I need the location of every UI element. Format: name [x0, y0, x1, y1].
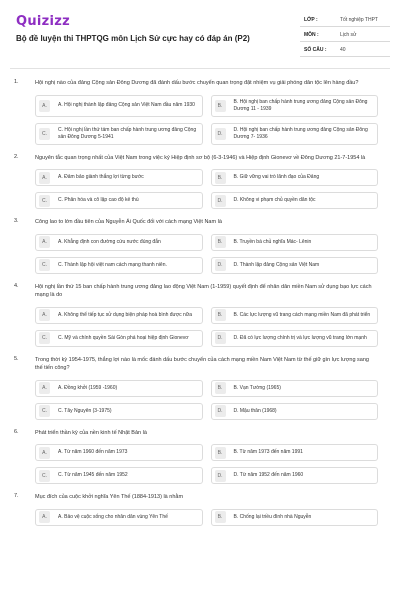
option-text: D. Từ năm 1952 đến năm 1960 — [233, 472, 304, 478]
option-letter: D. — [215, 405, 226, 417]
option-letter: A. — [39, 309, 50, 321]
answer-option-a[interactable] — [35, 234, 203, 251]
question-number: 5. — [14, 355, 19, 362]
option-text: D. Thành lập đảng Cộng sản Việt Nam — [233, 261, 320, 268]
option-letter: B. — [215, 236, 226, 248]
option-text: A. Bảo vệ cuộc sống cho nhân dân vùng Yên Thế — [58, 513, 168, 520]
question-number: 1. — [14, 79, 19, 85]
option-letter: B. — [215, 382, 226, 394]
option-text: B. Chống lại triều đình nhà Nguyễn — [233, 513, 312, 520]
option-text: A. Hội nghị thành lập đảng Cộng sản Việt Nam đầu năm 1930 — [58, 102, 195, 108]
question-text: Công lao to lớn đầu tiên của Nguyễn Ái Quốc đối với cách mạng Việt Nam là — [35, 219, 222, 225]
answer-options — [35, 444, 378, 484]
meta-row-subject — [300, 27, 390, 42]
option-letter: D. — [215, 332, 226, 344]
meta-value: 40 — [340, 47, 346, 53]
answer-option-b[interactable] — [211, 95, 379, 117]
answer-option-c[interactable] — [35, 467, 203, 484]
meta-label: MÔN : — [304, 32, 319, 38]
answer-option-c[interactable] — [35, 330, 203, 347]
meta-row-question-count — [300, 42, 390, 57]
answer-option-d[interactable] — [211, 192, 379, 209]
option-text: D. Không vi phạm chủ quyền dân tộc — [233, 197, 316, 203]
question-1 — [0, 79, 400, 145]
option-text: A. Đảm bảo giành thắng lợi từng bước — [58, 174, 144, 180]
option-text: D. Đã có lực lượng chính trị và lực lượng vũ trang lớn mạnh — [233, 334, 367, 341]
option-letter: C. — [39, 470, 50, 482]
option-letter: C. — [39, 405, 50, 417]
answer-option-b[interactable] — [211, 169, 379, 186]
option-letter: A. — [39, 382, 50, 394]
option-text: A. Không thể tiếp tục sử dụng biện pháp hoà bình được nữa — [58, 311, 192, 318]
option-text: C. Từ năm 1945 đến năm 1952 — [58, 472, 128, 478]
meta-value: Lịch sử — [340, 32, 357, 38]
answer-option-d[interactable] — [211, 123, 379, 145]
question-number: 7. — [14, 493, 19, 499]
option-letter: A. — [39, 236, 50, 248]
answer-option-a[interactable] — [35, 307, 203, 324]
answer-option-c[interactable] — [35, 403, 203, 420]
question-text: Hội nghị nào của đảng Cộng sản Đông Dương đã đánh dấu bước chuyển quan trọng đặt nhiệm vụ giải phóng dân tộc lên hàng đầu? — [35, 80, 359, 86]
question-number: 3. — [14, 218, 19, 224]
option-text: C. Phân hóa và cô lập cao độ kẻ thù — [58, 197, 139, 203]
answer-option-c[interactable] — [35, 123, 203, 145]
header-divider — [10, 68, 390, 69]
option-letter: A. — [39, 172, 50, 184]
answer-option-d[interactable] — [211, 257, 379, 274]
option-text: B. Từ năm 1973 đến năm 1991 — [233, 449, 303, 455]
answer-options — [35, 509, 378, 526]
worksheet-title: Bộ đề luyện thi THPTQG môn Lịch Sử cực hay có đáp án (P2) — [16, 34, 250, 43]
question-3 — [0, 218, 400, 274]
answer-option-a[interactable] — [35, 444, 203, 461]
question-text: Nguyên tắc quan trọng nhất của Việt Nam trong việc ký Hiệp định sơ bộ (6-3-1946) và Hiệp định Gionevơ về Đông Dương 21-7-1954 là — [35, 154, 366, 161]
option-text: B. Vạn Tường (1965) — [233, 384, 281, 391]
answer-option-d[interactable] — [211, 467, 379, 484]
option-letter: B. — [215, 100, 226, 112]
answer-option-b[interactable] — [211, 380, 379, 397]
option-letter: C. — [39, 332, 50, 344]
option-letter: B. — [215, 172, 226, 184]
question-4 — [0, 283, 400, 347]
answer-options — [35, 234, 378, 274]
meta-label: LỚP : — [304, 17, 318, 23]
option-text: D. Mậu thân (1968) — [233, 407, 277, 414]
question-text: Mục đích của cuộc khởi nghĩa Yên Thế (1884-1913) là nhằm — [35, 494, 184, 500]
answer-option-b[interactable] — [211, 307, 379, 324]
option-letter: D. — [215, 259, 226, 271]
option-letter: A. — [39, 447, 50, 459]
question-text: Phát triển thần kỳ của nền kinh tế Nhật Bản là — [35, 429, 147, 436]
question-7 — [0, 493, 400, 526]
quizizz-logo: Quizizz — [16, 14, 71, 29]
option-letter: C. — [39, 128, 50, 140]
question-2 — [0, 154, 400, 210]
option-text: C. Hội nghị lần thứ tám ban chấp hành trung ương đảng Cộng sản Đông Dương 5-1941 — [58, 126, 197, 140]
answer-options — [35, 169, 378, 209]
option-text: A. Khẳng định con đường cứu nước đúng đắn — [58, 238, 161, 245]
question-6 — [0, 429, 400, 485]
option-text: B. Các lực lượng vũ trang cách mạng miền Nam đã phát triển — [233, 311, 371, 318]
option-text: A. Đồng khởi (1959 -1960) — [58, 384, 118, 391]
option-text: C. Thành lập hội việt nam cách mạng thanh niên. — [58, 261, 167, 268]
question-list — [0, 70, 400, 526]
option-letter: C. — [39, 259, 50, 271]
answer-option-a[interactable] — [35, 380, 203, 397]
answer-option-a[interactable] — [35, 95, 203, 117]
option-text: C. Tây Nguyên (3-1975) — [58, 407, 112, 414]
option-letter: D. — [215, 470, 226, 482]
question-number: 4. — [14, 282, 19, 289]
answer-option-d[interactable] — [211, 403, 379, 420]
meta-value: Tốt nghiệp THPT — [340, 17, 378, 23]
question-text: Hội nghị lần thứ 15 ban chấp hành trung ương đảng lao động Việt Nam (1-1959) quyết định để nhân dân miền Nam sử dụng bạo lực cách mạng là do — [35, 283, 372, 298]
answer-option-c[interactable] — [35, 257, 203, 274]
option-letter: C. — [39, 195, 50, 207]
answer-options — [35, 380, 378, 420]
option-letter: D. — [215, 128, 226, 140]
answer-option-c[interactable] — [35, 192, 203, 209]
answer-options — [35, 307, 378, 347]
answer-option-a[interactable] — [35, 169, 203, 186]
option-letter: A. — [39, 511, 50, 523]
option-text: D. Hội nghị ban chấp hành trung ương đảng Cộng sản Đông Dương 7- 1936 — [233, 126, 368, 140]
option-text: C. Mỹ và chính quyền Sài Gòn phá hoại hiệp định Gionevơ — [58, 334, 189, 341]
option-letter: A. — [39, 100, 50, 112]
option-letter: D. — [215, 195, 226, 207]
answer-option-b[interactable] — [211, 444, 379, 461]
worksheet-meta — [300, 12, 390, 57]
option-letter: B. — [215, 447, 226, 459]
meta-label: SỐ CÂU : — [304, 47, 327, 53]
answer-option-a[interactable] — [35, 509, 203, 526]
answer-option-d[interactable] — [211, 330, 379, 347]
question-text: Trong thời kỳ 1954-1975, thắng lợi nào là mốc đánh dấu bước chuyển của cách mạng miền Nam Việt Nam từ thế giữ gìn lực lượng sang thế tiến công? — [35, 356, 369, 371]
option-text: B. Giữ vững vai trò lãnh đạo của Đảng — [233, 174, 320, 180]
answer-option-b[interactable] — [211, 234, 379, 251]
option-text: B. Truyền bá chủ nghĩa Mác- Lênin — [233, 238, 312, 245]
option-letter: B. — [215, 309, 226, 321]
question-5 — [0, 356, 400, 420]
answer-option-b[interactable] — [211, 509, 379, 526]
option-text: B. Hội nghị ban chấp hành trung ương đảng Cộng sản Đông Dương 11 - 1939 — [233, 98, 368, 112]
meta-row-class — [300, 12, 390, 27]
option-text: A. Từ năm 1960 đến năm 1973 — [58, 449, 128, 455]
question-number: 6. — [14, 428, 19, 435]
answer-options — [35, 95, 378, 145]
worksheet-header — [0, 0, 400, 62]
question-number: 2. — [14, 153, 19, 160]
option-letter: B. — [215, 511, 226, 523]
